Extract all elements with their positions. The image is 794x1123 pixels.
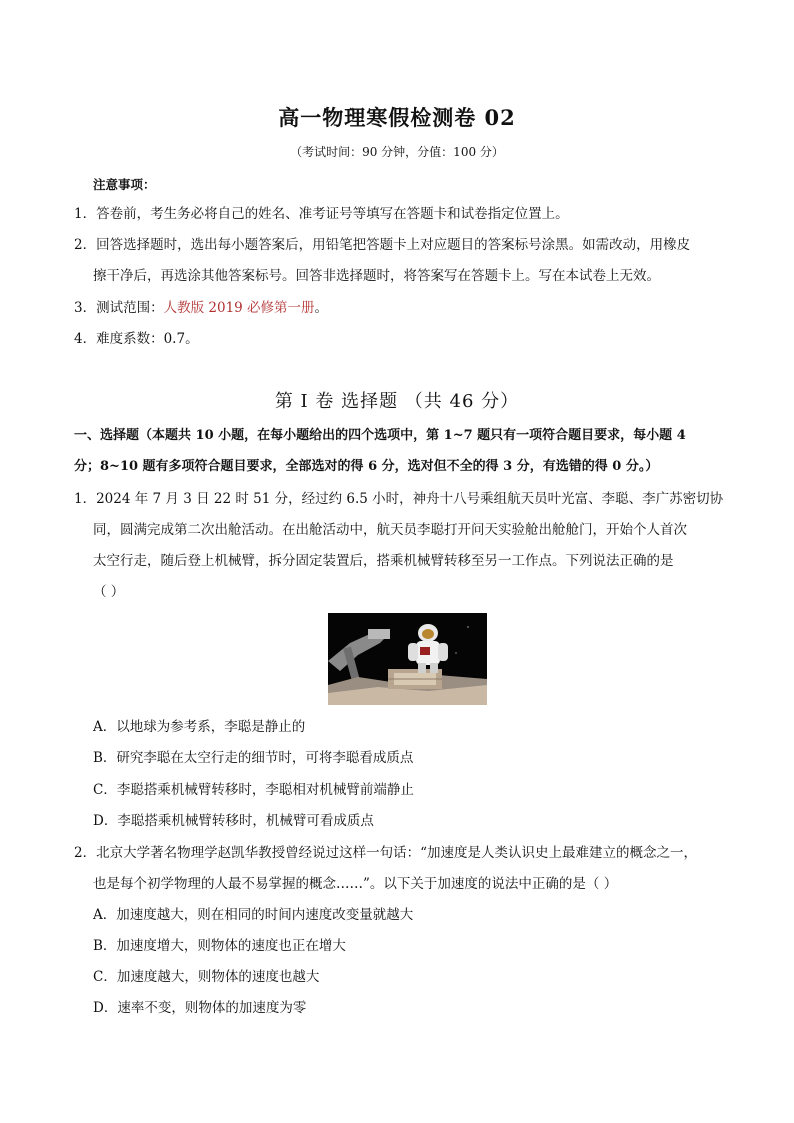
section-title: 第 I 卷 选择题 （共 46 分）	[274, 391, 520, 412]
notice-item-3: 3．测试范围：人教版 2019 必修第一册。	[74, 300, 329, 316]
question-1-option-b: B．研究李聪在太空行走的细节时，可将李聪看成质点	[93, 750, 414, 766]
question-1-line-3: 太空行走，随后登上机械臂，拆分固定装置后，搭乘机械臂转移至另一工作点。下列说法正确的是	[93, 553, 674, 569]
question-2-option-d: D．速率不变，则物体的加速度为零	[93, 1000, 307, 1016]
question-2-option-b: B．加速度增大，则物体的速度也正在增大	[93, 938, 346, 954]
question-2-line-1: 2．北京大学著名物理学赵凯华教授曾经说过这样一句话：“加速度是人类认识史上最难建立的概念之一，	[74, 845, 697, 861]
notice-item-1: 1．答卷前，考生务必将自己的姓名、准考证号等填写在答题卡和试卷指定位置上。	[74, 206, 569, 222]
question-2-option-a: A．加速度越大，则在相同的时间内速度改变量就越大	[93, 907, 414, 923]
question-1-answer-paren: （ ）	[93, 584, 125, 600]
page-title: 高一物理寒假检测卷 02	[278, 105, 516, 130]
question-2-line-2: 也是每个初学物理的人最不易掌握的概念……”。以下关于加速度的说法中正确的是（ ）	[93, 876, 618, 892]
notice-item-2: 2．回答选择题时，选出每小题答案后，用铅笔把答题卡上对应题目的答案标号涂黑。如需改动，用橡皮	[74, 237, 691, 253]
notice-item-4: 4．难度系数：0.7。	[74, 331, 199, 347]
notice-item-2-continuation: 擦干净后，再选涂其他答案标号。回答非选择题时，将答案写在答题卡上。写在本试卷上无效。	[93, 268, 660, 284]
question-1-option-d: D．李聪搭乘机械臂转移时，机械臂可看成质点	[93, 813, 374, 829]
section-instruction-line-2: 分；8~10 题有多项符合题目要求，全部选对的得 6 分，选对但不全的得 3 分，有选错的得 0 分。）	[74, 459, 659, 474]
page-subtitle: （考试时间：90 分钟，分值：100 分）	[290, 145, 504, 159]
test-scope-highlight: 人教版 2019 必修第一册	[163, 300, 315, 316]
question-1-option-a: A．以地球为参考系，李聪是静止的	[93, 719, 306, 735]
astronaut-on-robotic-arm-photo-icon	[328, 613, 487, 705]
question-1-option-c: C．李聪搭乘机械臂转移时，李聪相对机械臂前端静止	[93, 782, 414, 798]
question-1-line-2: 同，圆满完成第二次出舱活动。在出舱活动中，航天员李聪打开问天实验舱出舱舱门，开始个人首次	[93, 522, 687, 538]
section-instruction-line-1: 一、选择题（本题共 10 小题，在每小题给出的四个选项中，第 1~7 题只有一项符合题目要求，每小题 4	[74, 428, 686, 443]
question-1-line-1: 1．2024 年 7 月 3 日 22 时 51 分，经过约 6.5 小时，神舟十八号乘组航天员叶光富、李聪、李广苏密切协	[74, 491, 724, 507]
question-2-option-c: C．加速度越大，则物体的速度也越大	[93, 969, 320, 985]
notice-heading: 注意事项：	[93, 177, 156, 192]
